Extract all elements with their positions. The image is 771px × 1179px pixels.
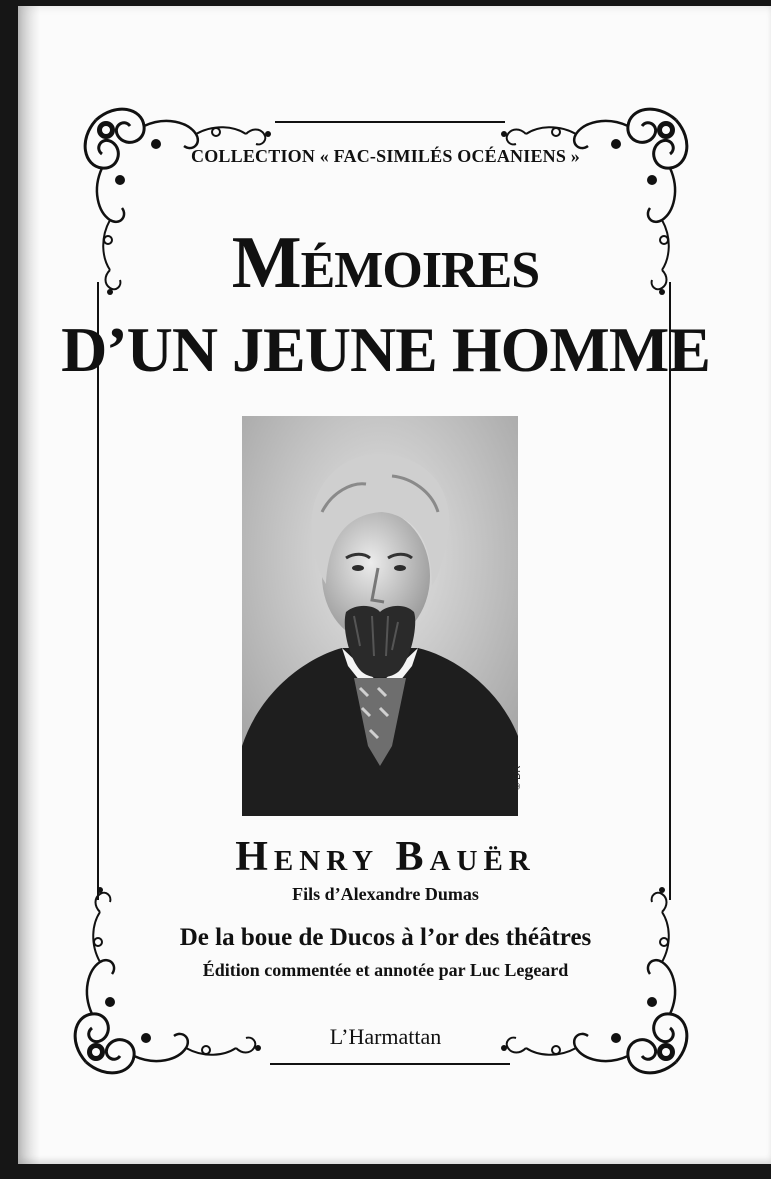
portrait-photo-icon — [242, 416, 518, 816]
author-note: Fils d’Alexandre Dumas — [292, 884, 479, 904]
author-portrait — [242, 416, 518, 816]
edition-note: Édition commentée et annotée par Luc Legeard — [202, 960, 569, 980]
book-subtitle: De la boue de Ducos à l’or des théâtres — [179, 924, 592, 951]
title-line-1: Mémoires — [231, 222, 540, 304]
collection-name: COLLECTION « FAC-SIMILÉS OCÉANIENS » — [191, 146, 580, 166]
publisher-name: L’Harmattan — [329, 1024, 442, 1049]
title-line-2: D’UN JEUNE HOMME — [61, 314, 710, 385]
photo-credit: © DR — [512, 765, 523, 790]
author-name: Henry Bauër — [235, 834, 536, 880]
